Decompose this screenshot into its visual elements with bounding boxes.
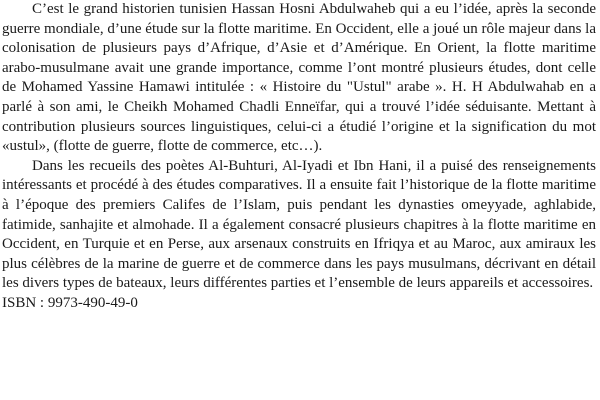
paragraph-sources: Dans les recueils des poètes Al-Buhturi, Al-Iyadi et Ibn Hani, il a puisé des renseignements intéressants et procédé à des études comparatives. Il a ensuite fait l’historique de la flotte maritime à l’époque des premiers Califes de l’Islam, puis pendant les dynasties omeyyade, aghlabide, fatimide, sanhajite et almohade. Il a également consacré plusieurs chapitres à la flotte maritime en Occident, en Turquie et en Perse, aux arsenaux construits en Ifriqya et au Maroc, aux amiraux les plus célèbres de la marine de guerre et de commerce dans les pays musulmans, décrivant en détail les divers types de bateaux, leurs différentes parties et l’ensemble de leurs appareils et accessoires.: [2, 157, 596, 292]
paragraph-intro: C’est le grand historien tunisien Hassan Hosni Abdulwaheb qui a eu l’idée, après la seconde guerre mondiale, d’une étude sur la flotte maritime. En Occident, elle a joué un rôle majeur dans la colonisation de plusieurs pays d’Afrique, d’Asie et d’Amérique. En Orient, la flotte maritime arabo-musulmane avait une grande importance, comme l’ont montré plusieurs études, dont celle de Mohamed Yassine Hamawi intitulée : « Histoire du "Ustul" arabe ». H. H Abdulwahab en a parlé à son ami, le Cheikh Mohamed Chadli Enneïfar, qui a trouvé l’idée séduisante. Mettant à contribution plusieurs sources linguistiques, celui-ci a étudié l’origine et la signification du mot «ustul», (flotte de guerre, flotte de commerce, etc…).: [2, 1, 596, 155]
isbn-line: ISBN : 9973-490-49-0: [2, 294, 138, 311]
